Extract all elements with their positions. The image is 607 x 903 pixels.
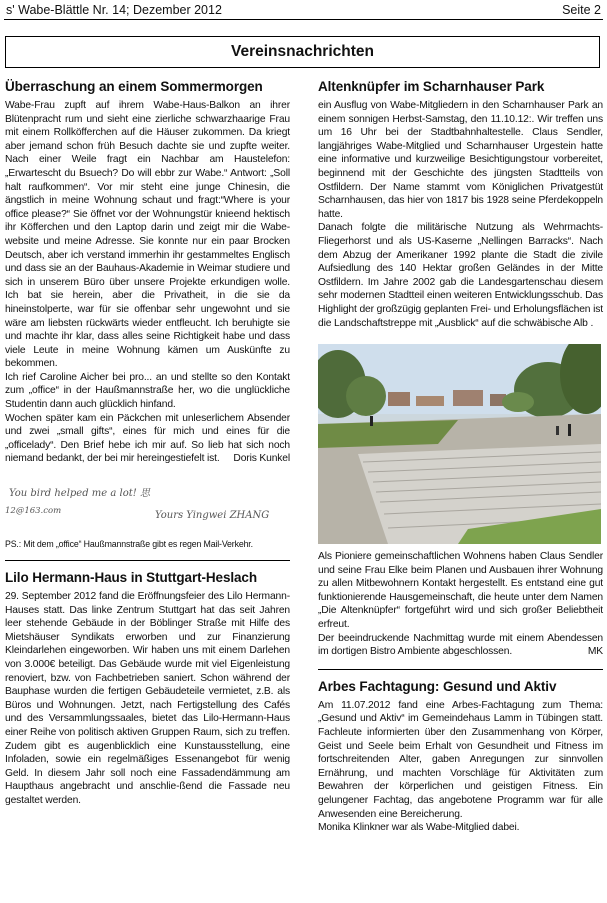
article-paragraph: Monika Klinkner war als Wabe-Mitglied dabei.	[318, 822, 520, 834]
author-signature: Doris Kunkel	[233, 453, 290, 465]
right-column	[318, 78, 603, 835]
left-column	[5, 78, 290, 808]
handwritten-email: 12@163.com	[5, 506, 62, 517]
article-paragraph: Als Pioniere gemeinschaftlichen Wohnens haben Claus Sendler und seine Frau Elke beim Planen und Ausbauen ihrer Wohnung zu allen Mitbewohnern Kontakt hergestellt. Es entstand eine gut funktionierende Hausgemeinschaft, die heute unter dem Namen „Die Altenknüpfer“ fortgeführt wird und sich großer Beliebtheit erfreut.	[318, 551, 603, 631]
park-photo	[318, 344, 601, 544]
newsletter-issue: s' Wabe-Blättle Nr. 14; Dezember 2012	[6, 3, 222, 17]
article-paragraph-text: Der beeindruckende Nachmittag wurde mit einem Abendessen im dortigen Bistro Ambiente abgeschlossen.	[318, 632, 603, 658]
article-title: Arbes Fachtagung: Gesund und Aktiv	[318, 678, 557, 694]
header-rule	[4, 19, 603, 20]
article-paragraph: Am 11.07.2012 fand eine Arbes-Fachtagung zum Thema: „Gesund und Aktiv“ im Gemeindehaus Lamm in Tübingen statt. Fachleute informierten über den Zusammenhang von Körper, Geist und Seele beim Erhalt von Gesundheit und Fitness im fortschreitenden Alter, gaben Anregungen zur sinnvollen Ernährung, und machten Vorschläge für Aktivitäten zum Bewahren der körperlichen und geistigen Fitness. Ein gelungener Fachtag, das angebotene Programm war für alle Anwesenden eine Bereicherung.	[318, 699, 603, 820]
section-banner: Vereinsnachrichten	[5, 36, 600, 68]
article-paragraph	[318, 632, 603, 659]
article-paragraph-text: Wochen später kam ein Päckchen mit unleserlichem Absender und zwei „small gifts“, eines für mich und eines für die „officelady“. Den Brief hebe ich mir auf. So lieb hat sich noch niemand bedankt, der bei mir hereingestiefelt ist.	[5, 412, 290, 465]
article-paragraph: Wabe-Frau zupft auf ihrem Wabe-Haus-Balkon an ihrer Blütenpracht rum und sieht eine zierliche schwarzhaarige Frau mit einem Rollköfferchen auf die Häuser zukommen. Da kriegt aber jemand schon früh Besuch dachte sie und zupfte weiter. Nach einer Weile fragt ein Nachbar am Haustelefon:„Erwartescht du Bsuech? Do will ebbr zur Wabe.“ Antwort: „Soll halt raufkommen“. Vor mir steht eine junge Chinesin, die ängstlich in meine Wohnung schaut und fragt:“Where is your office please?“ Sie öffnet vor der Wohnungstür knieend hektisch ihr Köfferchen und den Laptop darin und zeigt mir die Wabe-website und meine Adresse. Sie konnte nur ein paar Brocken Deutsch, aber ich verstand immerhin ihr gestammeltes Englisch und dass sie an der Bauhaus-Akademie in Weimar studiere und sich in unserem Büro über unsere Projekte erkundigen wolle. Ich bat sie herein, aber die Privatheit, in die sie da hineinstolperte, war für sie offenbar sehr ungewohnt und sie wäre am liebsten rückwärts wieder entfleucht. Ich beruhigte sie und machte ihr klar, dass alles seine Richtigkeit habe und dass viele Leute in meine Wohnung kämen um Auskünfte zu bekommen.	[5, 100, 290, 370]
handwritten-signature: Yours Yingwei ZHANG	[155, 510, 270, 522]
article-paragraph: Danach folgte die militärische Nutzung als Wehrmachts-Fliegerhorst und als US-Kaserne „Nellingen Barracks“. Nach dem Abzug der Amerikaner 1992 plante die Stadt die zivile Aufsiedlung des 140 Hektar großen Geländes in der Mitte Ostfildern. Im Jahre 2002 gab die Landesgartenschau diesem sehr modernen Stadtteil einen weiteren Entwicklungsschub. Das Highlight der großzügig geplanten Frei- und Erholungsflächen ist die Landschaftstreppe mit „Ausblick“ auf die schwäbische Alb .	[318, 222, 603, 329]
park-photo-illustration	[318, 344, 601, 544]
handwritten-note	[5, 480, 290, 532]
article-paragraph: 29. September 2012 fand die Eröffnungsfeier des Lilo Hermann-Hauses statt. Das linke Zentrum Stuttgart hat das seit Jahren leer stehende Gebäude in der Böblinger Straße mit Hilfe des Mietshäuser Syndikats erworben und zur Finanzierung Kleindarlehen eingeworben. Wir haben uns mit einem Darlehen von 3.000€ beteiligt. Das Gebäude wurde mit viel Eigenleistung renoviert, bzw. von Fachbetrieben saniert. Schon während der Bauphase wurden die fertigen Gebäudeteile vermietet, z.B. als Büros und Wohnungen. Jetzt, nach Fertigstellung des Cafés und des Versammlungssaales, bietet das Lilo-Hermann-Haus einer Reihe von politisch aktiven Gruppen Raum, sich zu treffen. Zudem gibt es augenblicklich eine Kunstausstellung, eine Infoladen, sowie ein regelmäßiges Essenangebot für wenig Geld. In diesem Jahr soll noch eine Fassadendämmung am Haupthaus angebracht und anschlie-ßend die Fassade neu gestaltet werden.	[5, 591, 290, 806]
article-title: Lilo Hermann-Haus in Stuttgart-Heslach	[5, 570, 257, 586]
article-divider	[5, 560, 290, 561]
handwritten-line: You bird helped me a lot! 思	[9, 488, 150, 500]
article-divider	[318, 669, 603, 670]
article-paragraph: ein Ausflug von Wabe-Mitgliedern in den Scharnhauser Park an einem sonnigen Herbst-Samstag, den 11.10.12:. Wir treffen uns um 16 Uhr bei der Stadtbahnhaltestelle. Claus Sendler, langjähriges Wabe-Mitglied und Scharnhauser Urgestein hatte eine informative und kurzweilige Besichtigungstour vorbereitet, beginnend mit der Geschichte des jüngsten Stadtteils von Ostfildern. Der Name stammt vom Königlichen Privatgestüt Scharnhausen, das hier von 1817 bis 1928 seine Pferdekoppeln hatte.	[318, 100, 603, 220]
article-title: Überraschung an einem Sommermorgen	[5, 79, 263, 94]
postscript: PS.: Mit dem „office“ Haußmannstraße gibt es regen Mail-Verkehr.	[5, 539, 253, 550]
page-number: Seite 2	[562, 3, 601, 17]
article-title: Altenknüpfer im Scharnhauser Park	[318, 79, 545, 94]
article-paragraph: Ich rief Caroline Aicher bei pro... an und stellte so den Kontakt zum „office“ in der Haußmannstraße her, wo die unglückliche Studentin dann auch glücklich hinfand.	[5, 371, 290, 411]
article-paragraph	[5, 412, 290, 466]
author-signature: MK	[587, 646, 603, 658]
